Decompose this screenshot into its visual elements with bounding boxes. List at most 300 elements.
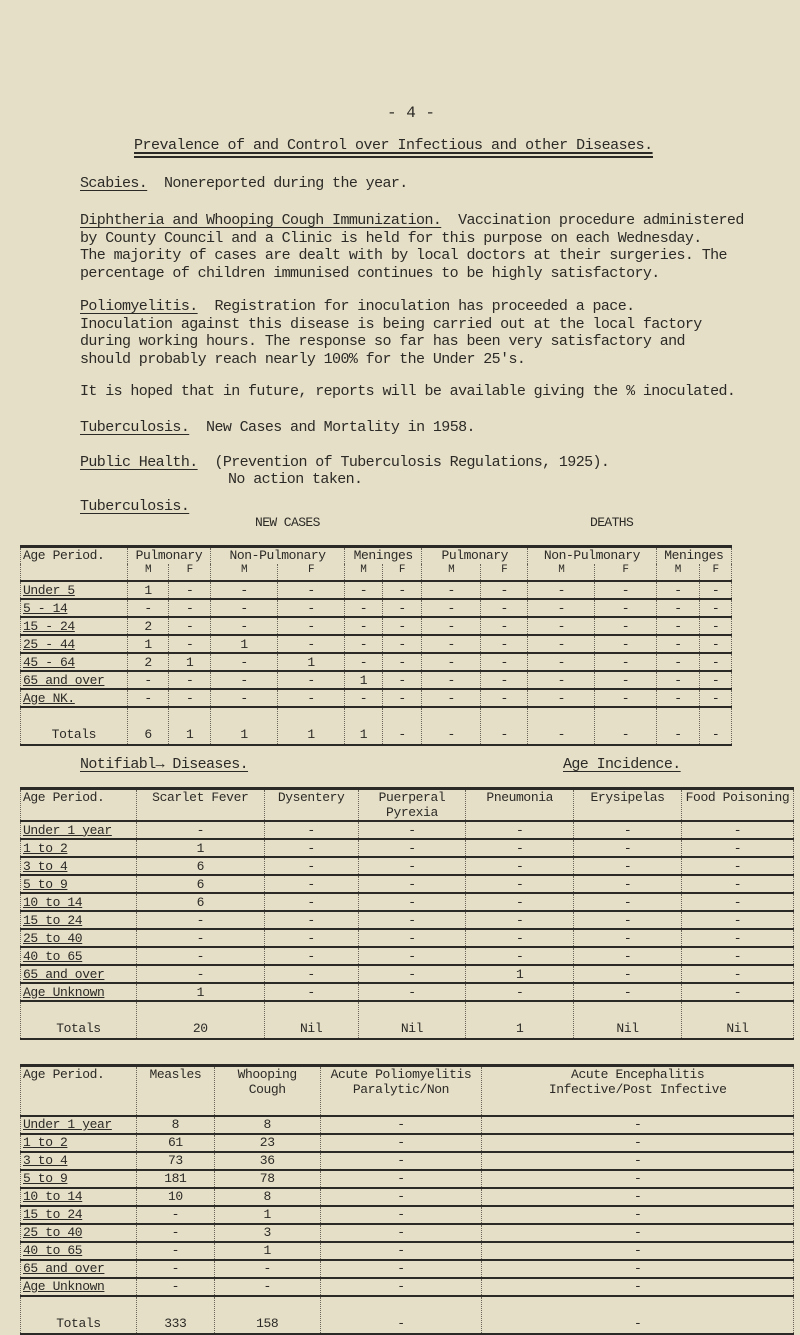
diphtheria-paragraph bbox=[80, 212, 744, 282]
value-cell: - bbox=[482, 1296, 794, 1334]
age-period-cell: Age Unknown bbox=[21, 1278, 137, 1296]
sex-header: F bbox=[382, 564, 422, 581]
column-header: Acute Encephalitis Infective/Post Infective bbox=[482, 1066, 794, 1116]
polio-heading: Poliomyelitis. bbox=[80, 298, 198, 315]
value-cell: - bbox=[700, 707, 732, 745]
tb-table bbox=[20, 545, 732, 746]
value-cell: - bbox=[278, 635, 345, 653]
value-cell: - bbox=[422, 617, 481, 635]
paragraph-line: The majority of cases are dealt with by local doctors at their surgeries. The bbox=[80, 247, 727, 264]
table-row bbox=[21, 1152, 794, 1170]
value-cell: 1 bbox=[278, 707, 345, 745]
tb-heading: Tuberculosis. bbox=[80, 419, 190, 436]
age-period-cell: 65 and over bbox=[21, 671, 128, 689]
value-cell: 1 bbox=[136, 839, 264, 857]
sex-header: F bbox=[278, 564, 345, 581]
value-cell: - bbox=[422, 635, 481, 653]
value-cell: 6 bbox=[127, 707, 169, 745]
value-cell: - bbox=[482, 1278, 794, 1296]
table-row bbox=[21, 671, 732, 689]
sex-header: F bbox=[481, 564, 528, 581]
totals-row bbox=[21, 707, 732, 745]
value-cell: - bbox=[574, 947, 682, 965]
value-cell: - bbox=[345, 581, 383, 599]
table-row bbox=[21, 635, 732, 653]
value-cell: - bbox=[320, 1134, 482, 1152]
value-cell: 61 bbox=[136, 1134, 214, 1152]
value-cell: - bbox=[528, 653, 595, 671]
value-cell: - bbox=[358, 947, 466, 965]
value-cell: - bbox=[358, 875, 466, 893]
totals-row bbox=[21, 1001, 794, 1039]
notifiable-heading: Notifiabl→ Diseases. bbox=[80, 756, 249, 773]
value-cell: - bbox=[320, 1116, 482, 1134]
value-cell: - bbox=[656, 617, 700, 635]
age-period-cell: 5 - 14 bbox=[21, 599, 128, 617]
public-health-paragraph bbox=[80, 454, 609, 488]
value-cell: - bbox=[264, 947, 358, 965]
column-header: Non-Pulmonary bbox=[211, 547, 345, 565]
value-cell: - bbox=[528, 635, 595, 653]
value-cell: - bbox=[382, 635, 422, 653]
table-row bbox=[21, 689, 732, 707]
paragraph-line: during working hours. The response so far has been very satisfactory and bbox=[80, 333, 685, 350]
table-row bbox=[21, 857, 794, 875]
sex-header: M bbox=[127, 564, 169, 581]
value-cell: - bbox=[211, 653, 278, 671]
value-cell: Nil bbox=[681, 1001, 793, 1039]
paragraph-line: Registration for inoculation has proceeded a pace. bbox=[214, 298, 635, 315]
table-row bbox=[21, 1242, 794, 1260]
value-cell: - bbox=[211, 599, 278, 617]
value-cell: 23 bbox=[214, 1134, 320, 1152]
value-cell: - bbox=[574, 929, 682, 947]
column-header: Whooping Cough bbox=[214, 1066, 320, 1116]
value-cell: 73 bbox=[136, 1152, 214, 1170]
value-cell: - bbox=[358, 821, 466, 839]
value-cell: - bbox=[481, 617, 528, 635]
value-cell: - bbox=[136, 1278, 214, 1296]
table-row bbox=[21, 929, 794, 947]
value-cell: 1 bbox=[211, 707, 278, 745]
value-cell: 2 bbox=[127, 617, 169, 635]
table-row bbox=[21, 617, 732, 635]
value-cell: - bbox=[574, 839, 682, 857]
value-cell: - bbox=[481, 581, 528, 599]
value-cell: - bbox=[595, 617, 656, 635]
value-cell: - bbox=[656, 635, 700, 653]
value-cell: - bbox=[211, 689, 278, 707]
value-cell: 78 bbox=[214, 1170, 320, 1188]
value-cell: 181 bbox=[136, 1170, 214, 1188]
value-cell: 6 bbox=[136, 875, 264, 893]
value-cell: 158 bbox=[214, 1296, 320, 1334]
tb-header-row bbox=[21, 547, 732, 565]
value-cell: - bbox=[264, 857, 358, 875]
value-cell: - bbox=[278, 599, 345, 617]
table-row bbox=[21, 581, 732, 599]
value-cell: - bbox=[700, 581, 732, 599]
column-header: Pulmonary bbox=[422, 547, 528, 565]
value-cell: - bbox=[422, 653, 481, 671]
value-cell: - bbox=[136, 965, 264, 983]
value-cell: 3 bbox=[214, 1224, 320, 1242]
value-cell: - bbox=[278, 581, 345, 599]
age-period-cell: 1 to 2 bbox=[21, 839, 137, 857]
value-cell: - bbox=[382, 653, 422, 671]
value-cell: - bbox=[382, 707, 422, 745]
value-cell: 20 bbox=[136, 1001, 264, 1039]
value-cell: - bbox=[136, 1242, 214, 1260]
table-row bbox=[21, 875, 794, 893]
value-cell: - bbox=[574, 965, 682, 983]
scabies-heading: Scabies. bbox=[80, 175, 148, 192]
value-cell: - bbox=[136, 947, 264, 965]
value-cell: - bbox=[700, 617, 732, 635]
column-header: Puerperal Pyrexia bbox=[358, 789, 466, 822]
value-cell: - bbox=[466, 875, 574, 893]
value-cell: Nil bbox=[358, 1001, 466, 1039]
value-cell: - bbox=[320, 1278, 482, 1296]
value-cell: - bbox=[681, 821, 793, 839]
table-row bbox=[21, 893, 794, 911]
measles-table bbox=[20, 1064, 794, 1335]
value-cell: 6 bbox=[136, 857, 264, 875]
value-cell: - bbox=[466, 857, 574, 875]
value-cell: - bbox=[700, 689, 732, 707]
value-cell: - bbox=[528, 689, 595, 707]
value-cell: - bbox=[656, 689, 700, 707]
column-header: Pulmonary bbox=[127, 547, 210, 565]
table-row bbox=[21, 653, 732, 671]
value-cell: - bbox=[382, 671, 422, 689]
column-header: Age Period. bbox=[23, 790, 105, 805]
sex-header: F bbox=[169, 564, 211, 581]
notifiable-body bbox=[21, 821, 794, 1039]
value-cell: 1 bbox=[169, 653, 211, 671]
value-cell: 1 bbox=[214, 1242, 320, 1260]
future-paragraph: It is hoped that in future, reports will be available giving the % inoculated. bbox=[80, 383, 736, 400]
value-cell: - bbox=[382, 581, 422, 599]
value-cell: - bbox=[345, 653, 383, 671]
value-cell: - bbox=[358, 857, 466, 875]
value-cell: - bbox=[482, 1134, 794, 1152]
value-cell: - bbox=[422, 689, 481, 707]
age-period-cell: 5 to 9 bbox=[21, 875, 137, 893]
value-cell: - bbox=[528, 617, 595, 635]
column-header: Dysentery bbox=[264, 789, 358, 822]
value-cell: - bbox=[681, 839, 793, 857]
value-cell: 333 bbox=[136, 1296, 214, 1334]
value-cell: - bbox=[358, 893, 466, 911]
tb2-heading: Tuberculosis. bbox=[80, 498, 190, 515]
value-cell: - bbox=[345, 617, 383, 635]
value-cell: - bbox=[481, 653, 528, 671]
value-cell: - bbox=[264, 821, 358, 839]
value-cell: - bbox=[211, 581, 278, 599]
value-cell: - bbox=[681, 875, 793, 893]
value-cell: - bbox=[278, 689, 345, 707]
value-cell: - bbox=[466, 911, 574, 929]
age-period-cell: 40 to 65 bbox=[21, 1242, 137, 1260]
age-period-cell: 3 to 4 bbox=[21, 857, 137, 875]
paragraph-line: Inoculation against this disease is being carried out at the local factory bbox=[80, 315, 702, 333]
value-cell: - bbox=[681, 857, 793, 875]
value-cell: - bbox=[700, 635, 732, 653]
value-cell: - bbox=[136, 929, 264, 947]
value-cell: - bbox=[466, 821, 574, 839]
scabies-paragraph bbox=[80, 175, 408, 192]
value-cell: - bbox=[595, 581, 656, 599]
value-cell: - bbox=[264, 965, 358, 983]
value-cell: - bbox=[169, 671, 211, 689]
sex-header: M bbox=[528, 564, 595, 581]
age-period-cell: 5 to 9 bbox=[21, 1170, 137, 1188]
paragraph-line: by County Council and a Clinic is held for this purpose on each Wednesday. bbox=[80, 229, 702, 247]
age-period-cell: 65 and over bbox=[21, 965, 137, 983]
value-cell: - bbox=[574, 893, 682, 911]
value-cell: - bbox=[595, 671, 656, 689]
value-cell: - bbox=[136, 1260, 214, 1278]
value-cell: - bbox=[214, 1278, 320, 1296]
paragraph-line: percentage of children immunised continues to be highly satisfactory. bbox=[80, 264, 660, 282]
value-cell: 8 bbox=[136, 1116, 214, 1134]
value-cell: - bbox=[681, 965, 793, 983]
new-cases-label: NEW CASES bbox=[255, 515, 320, 530]
age-period-cell: 40 to 65 bbox=[21, 947, 137, 965]
value-cell: - bbox=[482, 1242, 794, 1260]
value-cell: 6 bbox=[136, 893, 264, 911]
sex-header: M bbox=[656, 564, 700, 581]
table-row bbox=[21, 1134, 794, 1152]
value-cell: - bbox=[656, 581, 700, 599]
polio-paragraph bbox=[80, 298, 702, 368]
table-row bbox=[21, 1116, 794, 1134]
value-cell: - bbox=[466, 893, 574, 911]
notifiable-table bbox=[20, 787, 794, 1040]
age-period-cell: 10 to 14 bbox=[21, 1188, 137, 1206]
value-cell: - bbox=[320, 1152, 482, 1170]
value-cell: - bbox=[169, 689, 211, 707]
sex-header: M bbox=[345, 564, 383, 581]
value-cell: - bbox=[320, 1188, 482, 1206]
tb-heading-text: New Cases and Mortality in 1958. bbox=[206, 419, 475, 436]
value-cell: - bbox=[422, 671, 481, 689]
paragraph-line: Vaccination procedure administered bbox=[458, 212, 744, 229]
table-row bbox=[21, 839, 794, 857]
value-cell: - bbox=[482, 1260, 794, 1278]
sex-header: M bbox=[422, 564, 481, 581]
age-period-cell: Age Unknown bbox=[21, 983, 137, 1001]
column-header: Non-Pulmonary bbox=[528, 547, 656, 565]
column-header: Measles bbox=[136, 1066, 214, 1116]
age-period-cell: 15 - 24 bbox=[21, 617, 128, 635]
value-cell: - bbox=[595, 689, 656, 707]
measles-header-row bbox=[21, 1066, 794, 1116]
column-header: Meninges bbox=[656, 547, 731, 565]
page-title: Prevalence of and Control over Infectious and other Diseases. bbox=[134, 137, 653, 154]
value-cell: - bbox=[264, 839, 358, 857]
value-cell: - bbox=[211, 617, 278, 635]
value-cell: 1 bbox=[136, 983, 264, 1001]
column-header: Acute Poliomyelitis Paralytic/Non bbox=[320, 1066, 482, 1116]
age-period-cell: 25 to 40 bbox=[21, 929, 137, 947]
value-cell: - bbox=[278, 617, 345, 635]
scabies-text: Nonereported during the year. bbox=[164, 175, 408, 192]
value-cell: - bbox=[169, 581, 211, 599]
value-cell: - bbox=[466, 947, 574, 965]
table-row bbox=[21, 965, 794, 983]
value-cell: - bbox=[481, 599, 528, 617]
value-cell: - bbox=[681, 911, 793, 929]
table-row bbox=[21, 1206, 794, 1224]
value-cell: - bbox=[422, 581, 481, 599]
value-cell: - bbox=[481, 671, 528, 689]
table-row bbox=[21, 821, 794, 839]
value-cell: - bbox=[278, 671, 345, 689]
value-cell: 1 bbox=[466, 965, 574, 983]
value-cell: - bbox=[264, 983, 358, 1001]
age-period-cell: 15 to 24 bbox=[21, 911, 137, 929]
value-cell: - bbox=[136, 1224, 214, 1242]
deaths-label: DEATHS bbox=[590, 515, 634, 530]
diphtheria-heading: Diphtheria and Whooping Cough Immunization. bbox=[80, 212, 442, 229]
value-cell: - bbox=[422, 707, 481, 745]
value-cell: 8 bbox=[214, 1188, 320, 1206]
value-cell: - bbox=[595, 653, 656, 671]
notifiable-header-row bbox=[21, 789, 794, 822]
value-cell: - bbox=[136, 911, 264, 929]
value-cell: 8 bbox=[214, 1116, 320, 1134]
tb-heading-line bbox=[80, 419, 475, 436]
value-cell: 1 bbox=[127, 581, 169, 599]
value-cell: - bbox=[345, 599, 383, 617]
value-cell: - bbox=[358, 965, 466, 983]
value-cell: - bbox=[528, 707, 595, 745]
value-cell: - bbox=[700, 671, 732, 689]
table-row bbox=[21, 947, 794, 965]
column-header: Age Period. bbox=[23, 548, 105, 563]
value-cell: - bbox=[656, 653, 700, 671]
value-cell: - bbox=[127, 599, 169, 617]
column-header: Food Poisoning bbox=[681, 789, 793, 822]
value-cell: - bbox=[382, 689, 422, 707]
value-cell: - bbox=[528, 599, 595, 617]
value-cell: 10 bbox=[136, 1188, 214, 1206]
value-cell: - bbox=[574, 911, 682, 929]
column-header: Scarlet Fever bbox=[136, 789, 264, 822]
age-period-cell: Under 1 year bbox=[21, 1116, 137, 1134]
value-cell: - bbox=[681, 893, 793, 911]
measles-body bbox=[21, 1116, 794, 1334]
value-cell: - bbox=[382, 617, 422, 635]
value-cell: - bbox=[595, 635, 656, 653]
value-cell: - bbox=[422, 599, 481, 617]
value-cell: - bbox=[127, 671, 169, 689]
column-header: Pneumonia bbox=[466, 789, 574, 822]
column-header: Erysipelas bbox=[574, 789, 682, 822]
value-cell: 2 bbox=[127, 653, 169, 671]
value-cell: - bbox=[264, 875, 358, 893]
value-cell: - bbox=[481, 635, 528, 653]
value-cell: - bbox=[481, 689, 528, 707]
value-cell: - bbox=[382, 599, 422, 617]
value-cell: - bbox=[482, 1116, 794, 1134]
value-cell: - bbox=[700, 599, 732, 617]
age-period-cell: Totals bbox=[21, 707, 128, 745]
value-cell: - bbox=[127, 689, 169, 707]
table-row bbox=[21, 911, 794, 929]
tb-body bbox=[21, 581, 732, 745]
value-cell: - bbox=[528, 671, 595, 689]
value-cell: - bbox=[169, 635, 211, 653]
age-period-cell: 45 - 64 bbox=[21, 653, 128, 671]
public-health-text2: No action taken. bbox=[228, 471, 363, 488]
value-cell: 1 bbox=[466, 1001, 574, 1039]
value-cell: - bbox=[482, 1170, 794, 1188]
value-cell: 1 bbox=[345, 671, 383, 689]
value-cell: - bbox=[482, 1224, 794, 1242]
value-cell: 1 bbox=[169, 707, 211, 745]
value-cell: - bbox=[656, 599, 700, 617]
value-cell: - bbox=[656, 707, 700, 745]
value-cell: - bbox=[681, 947, 793, 965]
public-health-text: (Prevention of Tuberculosis Regulations, 1925). bbox=[214, 454, 610, 471]
value-cell: - bbox=[264, 929, 358, 947]
value-cell: - bbox=[574, 821, 682, 839]
table-row bbox=[21, 599, 732, 617]
age-period-cell: Under 1 year bbox=[21, 821, 137, 839]
paragraph-line: should probably reach nearly 100% for the Under 25's. bbox=[80, 350, 526, 368]
age-period-cell: 65 and over bbox=[21, 1260, 137, 1278]
public-health-heading: Public Health. bbox=[80, 454, 198, 471]
sex-header: M bbox=[211, 564, 278, 581]
value-cell: - bbox=[574, 857, 682, 875]
value-cell: - bbox=[211, 671, 278, 689]
value-cell: - bbox=[656, 671, 700, 689]
value-cell: - bbox=[595, 599, 656, 617]
value-cell: - bbox=[320, 1170, 482, 1188]
value-cell: - bbox=[136, 821, 264, 839]
value-cell: 1 bbox=[278, 653, 345, 671]
value-cell: - bbox=[595, 707, 656, 745]
age-period-cell: Totals bbox=[21, 1296, 137, 1334]
value-cell: - bbox=[345, 635, 383, 653]
value-cell: - bbox=[700, 653, 732, 671]
value-cell: - bbox=[320, 1224, 482, 1242]
column-header: Meninges bbox=[345, 547, 422, 565]
totals-row bbox=[21, 1296, 794, 1334]
value-cell: - bbox=[466, 839, 574, 857]
value-cell: 36 bbox=[214, 1152, 320, 1170]
value-cell: - bbox=[574, 983, 682, 1001]
column-header: Age Period. bbox=[23, 1067, 105, 1082]
table-row bbox=[21, 1170, 794, 1188]
value-cell: - bbox=[681, 983, 793, 1001]
sex-header: F bbox=[595, 564, 656, 581]
value-cell: Nil bbox=[574, 1001, 682, 1039]
table-row bbox=[21, 1188, 794, 1206]
value-cell: - bbox=[264, 911, 358, 929]
age-period-cell: 15 to 24 bbox=[21, 1206, 137, 1224]
value-cell: - bbox=[482, 1188, 794, 1206]
value-cell: 1 bbox=[211, 635, 278, 653]
value-cell: - bbox=[358, 929, 466, 947]
value-cell: - bbox=[320, 1206, 482, 1224]
value-cell: 1 bbox=[127, 635, 169, 653]
value-cell: - bbox=[214, 1260, 320, 1278]
value-cell: - bbox=[264, 893, 358, 911]
